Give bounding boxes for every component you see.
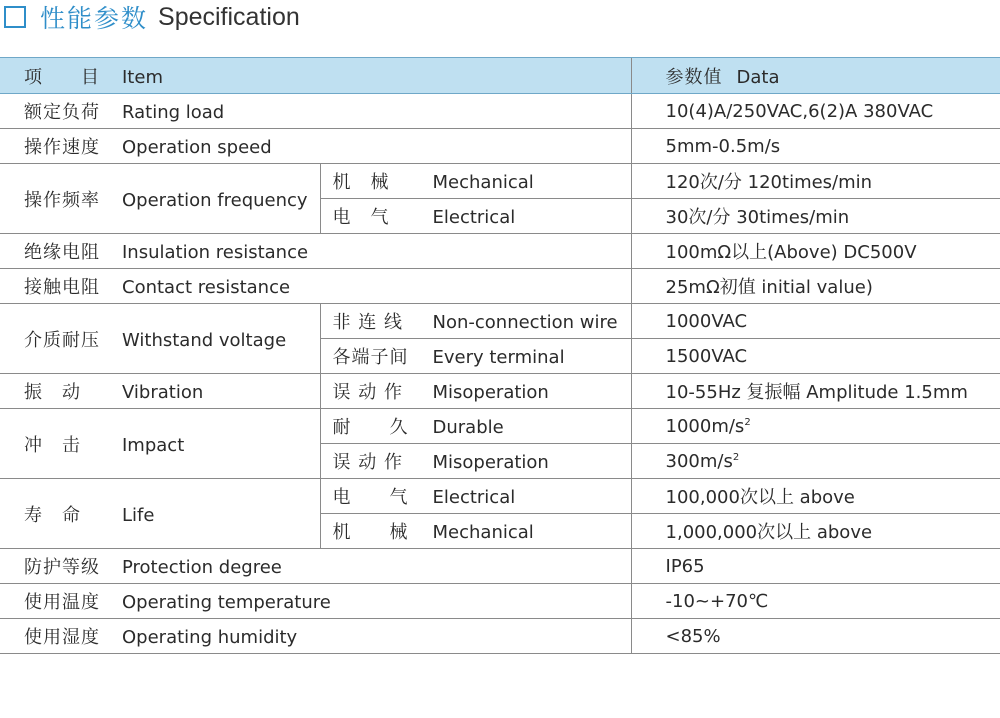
table-row bbox=[0, 269, 1000, 304]
table-row bbox=[0, 129, 1000, 164]
row-value: -10~+70℃ bbox=[631, 584, 1000, 619]
row-label: 介质耐压 Withstand voltage bbox=[0, 304, 320, 374]
row-label: 操作频率 Operation frequency bbox=[0, 164, 320, 234]
row-label: 接触电阻 Contact resistance bbox=[0, 269, 631, 304]
table-row bbox=[0, 409, 1000, 444]
row-value: 120次/分 120times/min bbox=[631, 164, 1000, 199]
sub-label: 各端子间 Every terminal bbox=[320, 339, 631, 374]
row-value: 1,000,000次以上 above bbox=[631, 514, 1000, 549]
table-row bbox=[0, 549, 1000, 584]
header-item: 项 目 Item bbox=[0, 58, 631, 94]
row-label: 防护等级 Protection degree bbox=[0, 549, 631, 584]
table-row bbox=[0, 584, 1000, 619]
sub-label: 耐 久 Durable bbox=[320, 409, 631, 444]
table-header-row bbox=[0, 58, 1000, 94]
row-value: 10(4)A/250VAC,6(2)A 380VAC bbox=[631, 94, 1000, 129]
table-row bbox=[0, 234, 1000, 269]
sub-label: 机 械 Mechanical bbox=[320, 514, 631, 549]
table-row bbox=[0, 479, 1000, 514]
row-value: 1000VAC bbox=[631, 304, 1000, 339]
row-label: 振 动 Vibration bbox=[0, 374, 320, 409]
row-value: 10-55Hz 复振幅 Amplitude 1.5mm bbox=[631, 374, 1000, 409]
row-value: 1500VAC bbox=[631, 339, 1000, 374]
table-row bbox=[0, 94, 1000, 129]
checkbox-square-icon bbox=[4, 6, 26, 28]
row-label: 使用湿度 Operating humidity bbox=[0, 619, 631, 654]
sub-label: 电 气 Electrical bbox=[320, 479, 631, 514]
row-value: IP65 bbox=[631, 549, 1000, 584]
row-label: 寿 命 Life bbox=[0, 479, 320, 549]
row-value: $1000m/s^2$ bbox=[631, 409, 1000, 444]
sub-label: 电 气 Electrical bbox=[320, 199, 631, 234]
row-label: 额定负荷 Rating load bbox=[0, 94, 631, 129]
row-label: 使用温度 Operating temperature bbox=[0, 584, 631, 619]
title-chinese: 性能参数 bbox=[40, 4, 149, 33]
row-value: 100mΩ以上(Above) DC500V bbox=[631, 234, 1000, 269]
sub-label: 误 动 作 Misoperation bbox=[320, 444, 631, 479]
row-value: <85% bbox=[631, 619, 1000, 654]
sub-label: 机 械 Mechanical bbox=[320, 164, 631, 199]
row-value: 5mm-0.5m/s bbox=[631, 129, 1000, 164]
row-value: $300m/s^2$ bbox=[631, 444, 1000, 479]
title-english: Specification bbox=[158, 2, 300, 31]
table-row bbox=[0, 374, 1000, 409]
specification-table bbox=[0, 57, 1000, 654]
table-row bbox=[0, 164, 1000, 199]
row-value: 25mΩ初值 initial value) bbox=[631, 269, 1000, 304]
row-label: 操作速度 Operation speed bbox=[0, 129, 631, 164]
table-row bbox=[0, 304, 1000, 339]
sub-label: 误 动 作 Misoperation bbox=[320, 374, 631, 409]
row-value: 30次/分 30times/min bbox=[631, 199, 1000, 234]
row-value: 100,000次以上 above bbox=[631, 479, 1000, 514]
sub-label: 非 连 线 Non-connection wire bbox=[320, 304, 631, 339]
table-row bbox=[0, 619, 1000, 654]
row-label: 冲 击 Impact bbox=[0, 409, 320, 479]
section-title bbox=[4, 0, 300, 34]
header-data: 参数值 Data bbox=[631, 58, 1000, 94]
row-label: 绝缘电阻 Insulation resistance bbox=[0, 234, 631, 269]
